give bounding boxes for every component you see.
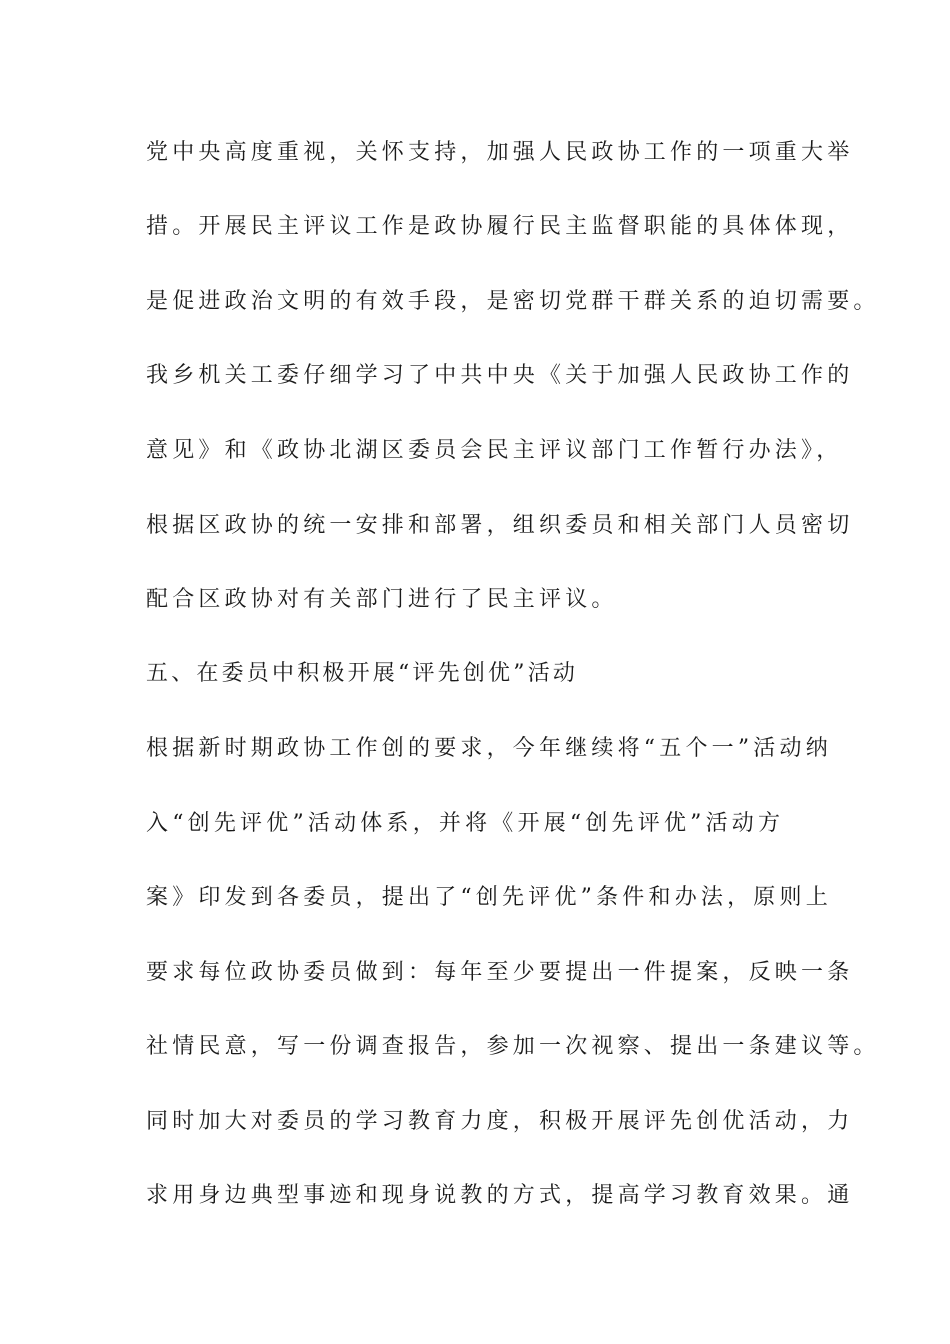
text-line: 社情民意，写一份调查报告，参加一次视察、提出一条建议等。 [146,1034,880,1059]
text-line: 配合区政协对有关部门进行了民主评议。 [146,587,618,612]
text-line: 入“创先评优”活动体系，并将《开展“创先评优”活动方 [146,811,785,836]
section-heading: 五、在委员中积极开展“评先创优”活动 [146,661,579,686]
text-line: 党中央高度重视，关怀支持，加强人民政协工作的一项重大举 [146,140,854,165]
text-line: 意见》和《政协北湖区委员会民主评议部门工作暂行办法》， [146,438,843,463]
text-line: 根据新时期政协工作创的要求，今年继续将“五个一”活动纳 [146,736,832,761]
text-line: 同时加大对委员的学习教育力度，积极开展评先创优活动，力 [146,1109,854,1134]
text-line: 求用身边典型事迹和现身说教的方式，提高学习教育效果。通 [146,1183,854,1208]
text-line: 根据区政协的统一安排和部署，组织委员和相关部门人员密切 [146,513,854,538]
text-line: 要求每位政协委员做到：每年至少要提出一件提案，反映一条 [146,960,854,985]
text-line: 案》印发到各委员，提出了“创先评优”条件和办法，原则上 [146,885,832,910]
text-line: 措。开展民主评议工作是政协履行民主监督职能的具体体现， [146,214,854,239]
text-line: 是促进政治文明的有效手段，是密切党群干群关系的迫切需要。 [146,289,880,314]
text-line: 我乡机关工委仔细学习了中共中央《关于加强人民政协工作的 [146,363,854,388]
